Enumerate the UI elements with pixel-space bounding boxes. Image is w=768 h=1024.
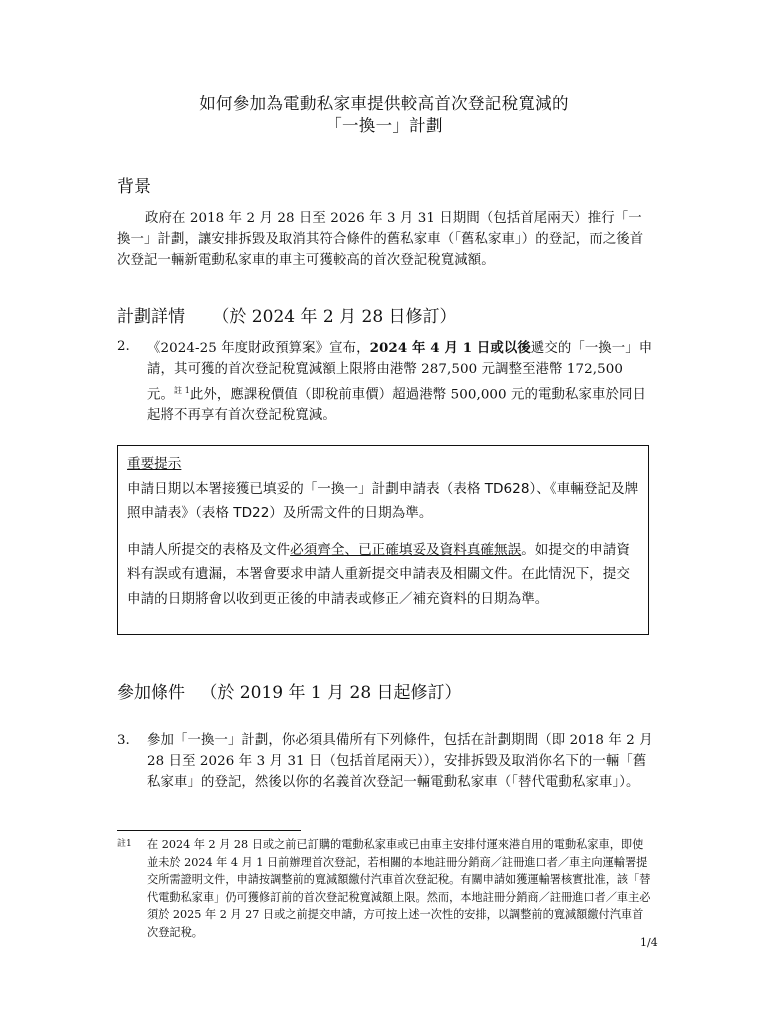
notice-text-underlined: 必須齊全、已正確填妥及資料真確無誤 [290, 541, 522, 558]
details-heading-main: 計劃詳情 [117, 307, 185, 327]
footnote-reference[interactable]: 註 1 [173, 386, 190, 395]
important-notice-paragraph-2 [127, 538, 641, 612]
important-notice-paragraph-1: 申請日期以本署接獲已填妥的「一換一」計劃申請表（表格 TD628）、《車輛登記及牌照申請表》（表格 TD22）及所需文件的日期為準。 [127, 480, 639, 521]
page-number: 1/4 [640, 936, 658, 949]
section-heading-conditions [117, 678, 462, 703]
footnote-divider [117, 830, 301, 831]
paragraph-number-3: 3. [117, 733, 130, 748]
details-text-bold: 2024 年 4 月 1 日或以後 [369, 340, 531, 356]
details-paragraph [147, 338, 653, 426]
conditions-heading-main: 參加條件 [117, 683, 185, 703]
important-notice-content [127, 452, 641, 611]
paragraph-number-2: 2. [117, 339, 130, 354]
notice-text-a: 申請人所提交的表格及文件 [127, 541, 291, 558]
important-notice-title: 重要提示 [127, 456, 182, 472]
details-text-c: 遞交的「一換一」申請，其可獲的首次登記稅寬減額上限將由港幣 287,500 元調整至港幣 172,500 元。 [147, 341, 653, 403]
notice-text-c: 。如提交的申請資料有誤或有遺漏，本署會要求申請人重新提交申請表及相關文件。在此情況下，提交申請的日期將會以收到更正後的申請表或修正／補充資料的日期為準。 [127, 541, 630, 607]
document-title-line-2: 「一換一」計劃 [325, 116, 443, 135]
conditions-heading-note: （於 2019 年 1 月 28 日起修訂） [200, 683, 462, 703]
conditions-paragraph: 參加「一換一」計劃，你必須具備所有下列條件，包括在計劃期間（即 2018 年 2 月 28 日至 2026 年 3 月 31 日（包括首尾兩天）），安排拆毀及取消你名下的一輛「舊私家車」的登記，然後以你的名義首次登記一輛電動私家車（「替代電動私家車」）。 [147, 733, 653, 790]
details-text-a: 《2024-25 年度財政預算案》宣布， [147, 341, 370, 356]
details-text-d: 此外，應課稅價值（即稅前車價）超過港幣 500,000 元的電動私家車於同日起將不再享有首次登記稅寬減。 [147, 387, 646, 424]
section-heading-details [117, 302, 457, 327]
document-title-line-1: 如何參加為電動私家車提供較高首次登記稅寬減的 [199, 94, 569, 113]
notice-spacer [127, 526, 641, 538]
footnote-mark: 註1 [117, 839, 132, 849]
background-paragraph: 政府在 2018 年 2 月 28 日至 2026 年 3 月 31 日期間（包括首尾兩天）推行「一換一」計劃，讓安排拆毀及取消其符合條件的舊私家車（「舊私家車」）的登記，而之後首次登記一輛新電動私家車的車主可獲較高的首次登記稅寬減額。 [117, 211, 644, 268]
important-notice-box [117, 445, 649, 635]
section-heading-background: 背景 [117, 177, 151, 197]
details-heading-note: （於 2024 年 2 月 28 日修訂） [212, 307, 457, 327]
footnote-text: 在 2024 年 2 月 28 日或之前已訂購的電動私家車或已由車主安排付運來港自用的電動私家車，即使並未於 2024 年 4 月 1 日前辦理首次登記，若相關的本地註冊分銷商／註冊進口者／車主向運輸署提交所需證明文件，申請按調整前的寬減額繳付汽車首次登記稅。有關申請如獲運輸署核實批准，該「替代電動私家車」仍可獲修訂前的首次登記稅寬減額上限。然而，本地註冊分銷商／註冊進口者／車主必須於 2025 年 2 月 27 日或之前提交申請，方可按上述一次性的安排，以調整前的寬減額繳付汽車首次登記稅。 [147, 838, 651, 939]
